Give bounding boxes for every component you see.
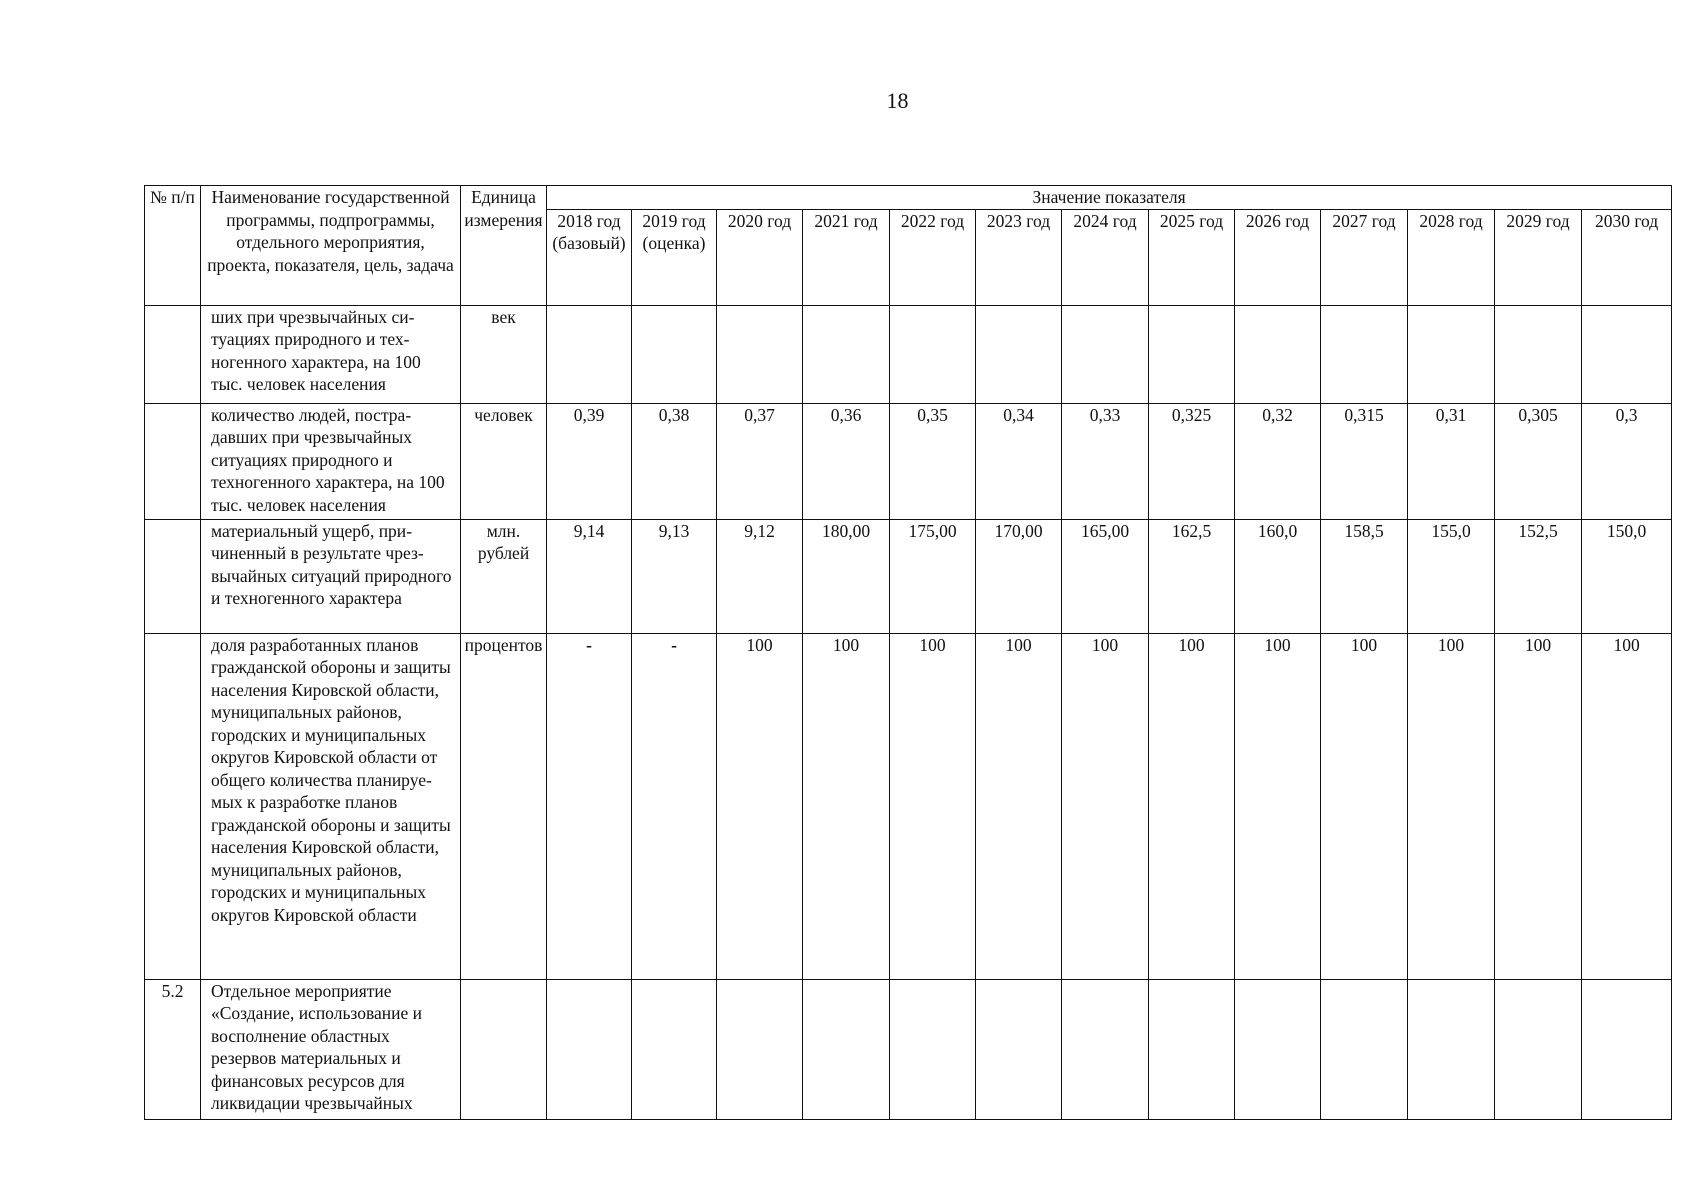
value-cell — [890, 305, 976, 403]
value-cell — [717, 305, 803, 403]
header-year-cell: 2019 год (оценка) — [632, 209, 717, 305]
indicator-name-cell: Отдельное мероприятие «Создание, использование и восполнение областных резервов материальных и финансовых ресурсов для ликвидации чрезвычайных — [201, 979, 461, 1119]
table-row — [145, 633, 1672, 979]
value-cell: 152,5 — [1495, 519, 1582, 633]
value-cell — [1235, 979, 1321, 1119]
value-cell: 100 — [1321, 633, 1408, 979]
value-cell: 9,14 — [547, 519, 632, 633]
value-cell: 0,3 — [1582, 403, 1672, 519]
value-cell: 0,37 — [717, 403, 803, 519]
value-cell: 158,5 — [1321, 519, 1408, 633]
value-cell: 0,38 — [632, 403, 717, 519]
header-value-group-cell: Значение показателя — [547, 186, 1672, 210]
value-cell — [1495, 979, 1582, 1119]
page-number: 18 — [886, 88, 909, 113]
header-year-cell: 2025 год — [1149, 209, 1235, 305]
table-row — [145, 519, 1672, 633]
value-cell: - — [547, 633, 632, 979]
value-cell: 155,0 — [1408, 519, 1495, 633]
value-cell: 0,33 — [1062, 403, 1149, 519]
header-year-cell: 2026 год — [1235, 209, 1321, 305]
value-cell: 100 — [717, 633, 803, 979]
value-cell — [1495, 305, 1582, 403]
value-cell: 100 — [1062, 633, 1149, 979]
indicator-name-cell: материальный ущерб, причиненный в результате чрезвычайных ситуаций природного и техногенного характера — [201, 519, 461, 633]
value-cell — [1582, 305, 1672, 403]
value-cell — [1149, 305, 1235, 403]
value-cell: 165,00 — [1062, 519, 1149, 633]
value-cell: 100 — [1235, 633, 1321, 979]
indicator-name-cell: ших при чрезвычайных ситуациях природного и техногенного характера, на 100 тыс. человек населения — [201, 305, 461, 403]
value-cell — [803, 979, 890, 1119]
header-row — [145, 186, 1672, 210]
value-cell: 175,00 — [890, 519, 976, 633]
value-cell — [1062, 305, 1149, 403]
unit-cell: человек — [461, 403, 547, 519]
header-year-cell: 2028 год — [1408, 209, 1495, 305]
value-cell — [632, 305, 717, 403]
value-cell: 100 — [803, 633, 890, 979]
value-cell — [1408, 979, 1495, 1119]
unit-cell — [461, 979, 547, 1119]
header-year-cell: 2020 год — [717, 209, 803, 305]
value-cell — [890, 979, 976, 1119]
value-cell — [717, 979, 803, 1119]
value-cell: 162,5 — [1149, 519, 1235, 633]
value-cell — [1321, 979, 1408, 1119]
value-cell — [547, 305, 632, 403]
value-cell: 0,39 — [547, 403, 632, 519]
header-year-cell: 2030 год — [1582, 209, 1672, 305]
value-cell: 100 — [1408, 633, 1495, 979]
header-unit-cell: Единица измерения — [461, 186, 547, 306]
header-name-cell: Наименование государственной программы, подпрограммы, отдельного мероприятия, проекта, показателя, цель, задача — [201, 186, 461, 306]
unit-cell: процентов — [461, 633, 547, 979]
header-year-cell: 2018 год (базовый) — [547, 209, 632, 305]
row-number-cell — [145, 305, 201, 403]
header-year-cell: 2022 год — [890, 209, 976, 305]
unit-cell: млн. рублей — [461, 519, 547, 633]
value-cell: 170,00 — [976, 519, 1062, 633]
table-row — [145, 403, 1672, 519]
value-cell — [976, 979, 1062, 1119]
header-year-cell: 2024 год — [1062, 209, 1149, 305]
indicators-table — [144, 185, 1672, 1120]
value-cell: 100 — [890, 633, 976, 979]
value-cell: 100 — [1495, 633, 1582, 979]
value-cell — [1149, 979, 1235, 1119]
row-number-cell: 5.2 — [145, 979, 201, 1119]
value-cell: 0,325 — [1149, 403, 1235, 519]
value-cell: 0,35 — [890, 403, 976, 519]
value-cell: - — [632, 633, 717, 979]
value-cell — [1582, 979, 1672, 1119]
value-cell: 0,34 — [976, 403, 1062, 519]
row-number-cell — [145, 519, 201, 633]
value-cell — [547, 979, 632, 1119]
row-number-cell — [145, 403, 201, 519]
table-row — [145, 979, 1672, 1119]
header-year-cell: 2029 год — [1495, 209, 1582, 305]
value-cell: 100 — [1582, 633, 1672, 979]
value-cell: 180,00 — [803, 519, 890, 633]
value-cell — [1408, 305, 1495, 403]
value-cell: 160,0 — [1235, 519, 1321, 633]
table-row — [145, 305, 1672, 403]
row-number-cell — [145, 633, 201, 979]
value-cell — [632, 979, 717, 1119]
header-number-cell: № п/п — [145, 186, 201, 306]
value-cell: 0,36 — [803, 403, 890, 519]
indicator-name-cell: доля разработанных планов гражданской обороны и защиты населения Кировской области, муниципальных районов, городских и муниципальных округов Кировской области от общего количества планируемых к разработке планов гражданской обороны и защиты населения Кировской области, муниципальных районов, городских и муниципальных округов Кировской области — [201, 633, 461, 979]
value-cell: 100 — [976, 633, 1062, 979]
value-cell — [1235, 305, 1321, 403]
value-cell: 0,32 — [1235, 403, 1321, 519]
value-cell — [1062, 979, 1149, 1119]
table-body — [145, 186, 1672, 1120]
value-cell — [803, 305, 890, 403]
header-year-cell: 2021 год — [803, 209, 890, 305]
value-cell — [1321, 305, 1408, 403]
value-cell: 9,13 — [632, 519, 717, 633]
value-cell: 100 — [1149, 633, 1235, 979]
header-year-cell: 2023 год — [976, 209, 1062, 305]
value-cell — [976, 305, 1062, 403]
unit-cell: век — [461, 305, 547, 403]
value-cell: 150,0 — [1582, 519, 1672, 633]
indicator-name-cell: количество людей, пострадавших при чрезвычайных ситуациях природного и техногенного характера, на 100 тыс. человек населения — [201, 403, 461, 519]
header-year-cell: 2027 год — [1321, 209, 1408, 305]
value-cell: 0,305 — [1495, 403, 1582, 519]
value-cell: 0,315 — [1321, 403, 1408, 519]
value-cell: 9,12 — [717, 519, 803, 633]
value-cell: 0,31 — [1408, 403, 1495, 519]
